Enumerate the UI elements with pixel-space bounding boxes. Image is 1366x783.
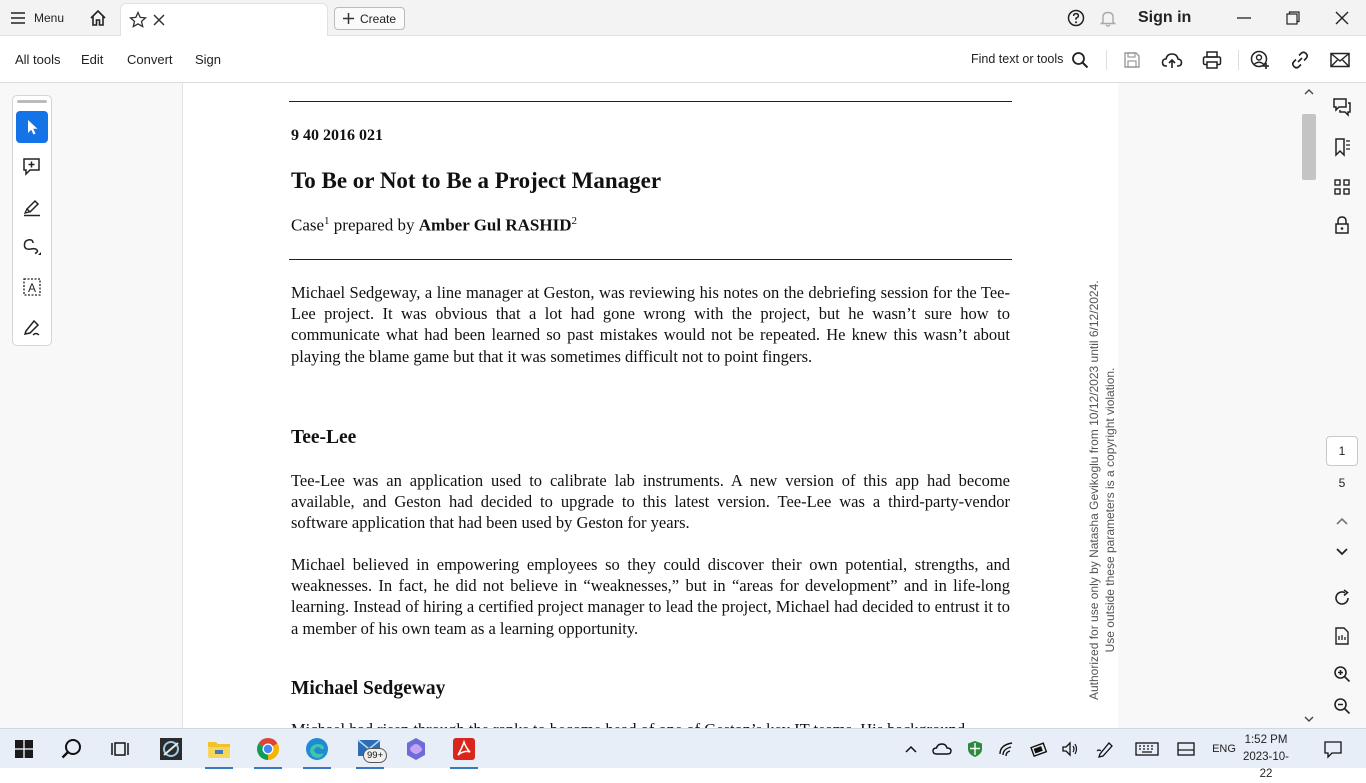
notifications-button[interactable] — [1096, 6, 1120, 30]
create-button[interactable] — [334, 7, 405, 30]
speaker-icon — [1061, 741, 1079, 757]
search-button[interactable] — [1068, 48, 1092, 72]
cursor-arrow-icon — [24, 118, 40, 136]
byline — [291, 215, 577, 236]
pen-icon — [1096, 740, 1114, 758]
toolbar-divider — [1238, 50, 1239, 70]
scroll-down-arrow-icon[interactable] — [1304, 715, 1314, 723]
language-indicator[interactable]: ENG — [1212, 743, 1236, 755]
task-view-icon — [110, 740, 130, 758]
watermark-line-2: Use outside these parameters is a copyright violation. — [1103, 367, 1117, 653]
menu-all-tools[interactable]: All tools — [15, 52, 61, 67]
task-view-button[interactable] — [100, 729, 140, 769]
restore-icon — [1286, 11, 1300, 25]
svg-text:A: A — [27, 281, 37, 295]
edge-icon — [305, 737, 329, 761]
bookmark-icon — [1332, 137, 1352, 157]
scroll-up-arrow-icon[interactable] — [1304, 88, 1314, 96]
windows-taskbar — [0, 728, 1366, 780]
menu-sign[interactable]: Sign — [195, 52, 222, 67]
display-icon — [1177, 742, 1195, 756]
chevron-up-icon — [904, 744, 918, 754]
security-tray[interactable] — [964, 737, 986, 761]
network-tray[interactable] — [996, 737, 1018, 761]
page-display-button[interactable] — [1330, 624, 1354, 648]
highlighter-icon — [22, 197, 42, 217]
menu-edit[interactable]: Edit — [81, 52, 104, 67]
document-title: To Be or Not to Be a Project Manager — [291, 168, 662, 193]
battery-icon — [1030, 741, 1048, 757]
acrobat-icon — [453, 738, 475, 760]
chrome-icon — [256, 737, 280, 761]
byline-mid: prepared by — [329, 215, 419, 235]
display-tray[interactable] — [1175, 737, 1197, 761]
copyright-watermark — [1086, 280, 1118, 700]
rotate-icon — [1333, 589, 1351, 607]
notification-icon — [1324, 740, 1342, 758]
save-icon — [1123, 51, 1141, 69]
quick-tools-panel — [12, 95, 52, 346]
volume-tray[interactable] — [1059, 737, 1081, 761]
mail-app[interactable] — [350, 729, 390, 769]
system-clock[interactable] — [1238, 732, 1294, 783]
main-toolbar — [0, 36, 1366, 83]
close-window-button[interactable] — [1330, 6, 1354, 30]
comment-plus-icon — [22, 157, 42, 177]
star-icon[interactable] — [129, 11, 147, 29]
copy-link-button[interactable] — [1288, 48, 1312, 72]
footnote-ref-1[interactable]: 1 — [324, 215, 330, 227]
bookmarks-panel-button[interactable] — [1330, 135, 1354, 159]
section-heading-michael: Michael Sedgeway — [291, 678, 446, 699]
sign-tool[interactable] — [16, 311, 48, 343]
defender-shield-icon — [967, 740, 983, 758]
menu-convert[interactable]: Convert — [127, 52, 173, 67]
edge-app[interactable] — [297, 729, 337, 769]
windows-logo-icon — [15, 740, 33, 758]
case-number: 9 40 2016 021 — [291, 127, 383, 144]
copilot-icon — [404, 737, 428, 761]
paragraph-empowering: Michael believed in empowering employees so they could discover their own potential, strengths, and weaknesses. In fact, he did not believe in “weaknesses,” but in “areas for development” and in life-long learning. Instead of hiring a certified project manager to lead the project, Michael had decided to entrust it to a member of his own team as a learning opportunity. — [291, 555, 1010, 638]
menu-button[interactable] — [10, 8, 64, 28]
zoom-in-icon — [1333, 665, 1351, 683]
title-bar — [0, 0, 1366, 36]
plus-icon — [343, 13, 354, 24]
right-panel-background — [1118, 83, 1366, 728]
author-name: Amber Gul RASHID — [418, 215, 572, 235]
search-taskbar-button[interactable] — [52, 729, 92, 769]
close-tab-icon[interactable] — [153, 14, 165, 26]
text-box-tool[interactable] — [16, 271, 48, 303]
minimize-icon — [1237, 11, 1251, 25]
mail-icon — [1330, 52, 1350, 68]
zoom-out-button[interactable] — [1330, 694, 1354, 718]
mail-badge: 99+ — [363, 748, 387, 763]
acrobat-app[interactable] — [444, 729, 484, 769]
search-icon — [61, 738, 83, 760]
total-pages: 5 — [1338, 476, 1346, 490]
home-icon — [89, 9, 107, 27]
rotate-button[interactable] — [1330, 586, 1354, 610]
text-box-icon — [22, 277, 42, 297]
link-icon — [1290, 50, 1310, 70]
current-page-input[interactable]: 1 — [1326, 436, 1358, 466]
onedrive-tray[interactable] — [931, 737, 953, 761]
page-fit-icon — [1334, 627, 1350, 645]
email-button[interactable] — [1328, 48, 1352, 72]
keyboard-icon — [1135, 742, 1159, 756]
freehand-draw-icon — [22, 237, 42, 257]
file-explorer-app[interactable] — [199, 729, 239, 769]
photos-app[interactable] — [151, 729, 191, 769]
start-button[interactable] — [4, 729, 44, 769]
upload-button[interactable] — [1160, 48, 1184, 72]
paragraph-intro: Michael Sedgeway, a line manager at Geston, was reviewing his notes on the debriefing session for the Tee-Lee project. It was obvious that a lot had gone wrong with the project, but he wasn’t sure how to communicate what had been learned so past mistakes would not be repeated. He knew this wasn’t about playing the blame game but that it was sometimes difficult not to point fingers. — [291, 283, 1010, 366]
header-rule — [289, 259, 1012, 260]
cloud-upload-icon — [1161, 51, 1183, 69]
byline-prefix: Case — [291, 215, 325, 235]
clock-date: 2023-10-22 — [1242, 751, 1290, 780]
sign-in-button[interactable]: Sign in — [1138, 9, 1192, 26]
toolbar-divider — [1106, 50, 1107, 70]
paragraph-tee-lee: Tee-Lee was an application used to calibrate lab instruments. A new version of this app had become available, and Geston had decided to upgrade to this latest version. Tee-Lee was a third-party-vendor software application that had been used by Geston for years. — [291, 471, 1010, 533]
clock-time: 1:52 PM — [1244, 734, 1288, 746]
add-user-icon — [1250, 50, 1270, 70]
pen-tray[interactable] — [1094, 737, 1116, 761]
create-label: Create — [359, 11, 397, 26]
zoom-out-icon — [1333, 697, 1351, 715]
next-page-button[interactable] — [1330, 540, 1354, 564]
save-button[interactable] — [1120, 48, 1144, 72]
search-icon — [1071, 51, 1089, 69]
home-button[interactable] — [86, 7, 110, 29]
top-rule — [289, 101, 1012, 102]
scroll-thumb[interactable] — [1302, 114, 1316, 180]
chevron-up-icon — [1335, 516, 1349, 526]
chrome-app[interactable] — [248, 729, 288, 769]
lock-icon — [1333, 215, 1351, 235]
photo-viewer-icon — [159, 737, 183, 761]
minimize-button[interactable] — [1232, 6, 1256, 30]
folder-icon — [207, 739, 231, 759]
share-user-button[interactable] — [1248, 48, 1272, 72]
add-comment-tool[interactable] — [16, 151, 48, 183]
security-panel-button[interactable] — [1330, 213, 1354, 237]
highlight-tool[interactable] — [16, 191, 48, 223]
print-button[interactable] — [1200, 48, 1224, 72]
wifi-icon — [998, 741, 1016, 757]
comments-icon — [1332, 97, 1352, 117]
document-tab[interactable] — [120, 3, 328, 36]
copilot-app[interactable] — [396, 729, 436, 769]
touch-keyboard-tray[interactable] — [1133, 737, 1161, 761]
comments-panel-button[interactable] — [1330, 95, 1354, 119]
notification-center-button[interactable] — [1322, 737, 1344, 761]
previous-page-button[interactable] — [1330, 509, 1354, 533]
pen-sign-icon — [22, 317, 42, 337]
hamburger-icon — [10, 11, 26, 25]
document-page — [184, 83, 1118, 728]
thumbnails-panel-button[interactable] — [1330, 175, 1354, 199]
help-button[interactable] — [1064, 6, 1088, 30]
chevron-down-icon — [1335, 547, 1349, 557]
draw-tool[interactable] — [16, 231, 48, 263]
show-hidden-icons-button[interactable] — [901, 737, 921, 761]
close-icon — [1335, 11, 1349, 25]
restore-button[interactable] — [1281, 6, 1305, 30]
select-tool[interactable] — [16, 111, 48, 143]
grid-icon — [1334, 179, 1350, 195]
footnote-ref-2[interactable]: 2 — [571, 215, 577, 227]
drag-handle[interactable] — [17, 100, 47, 103]
help-icon — [1067, 9, 1085, 27]
watermark-line-1: Authorized for use only by Natasha Gevikoglu from 10/12/2023 until 6/12/2024. — [1087, 280, 1101, 700]
section-heading-tee-lee: Tee-Lee — [291, 427, 357, 448]
bell-icon — [1099, 9, 1117, 27]
battery-tray[interactable] — [1028, 737, 1050, 761]
cloud-icon — [932, 742, 952, 756]
find-text-or-tools[interactable]: Find text or tools — [971, 52, 1064, 66]
zoom-in-button[interactable] — [1330, 662, 1354, 686]
printer-icon — [1202, 51, 1222, 69]
menu-label: Menu — [34, 11, 65, 25]
